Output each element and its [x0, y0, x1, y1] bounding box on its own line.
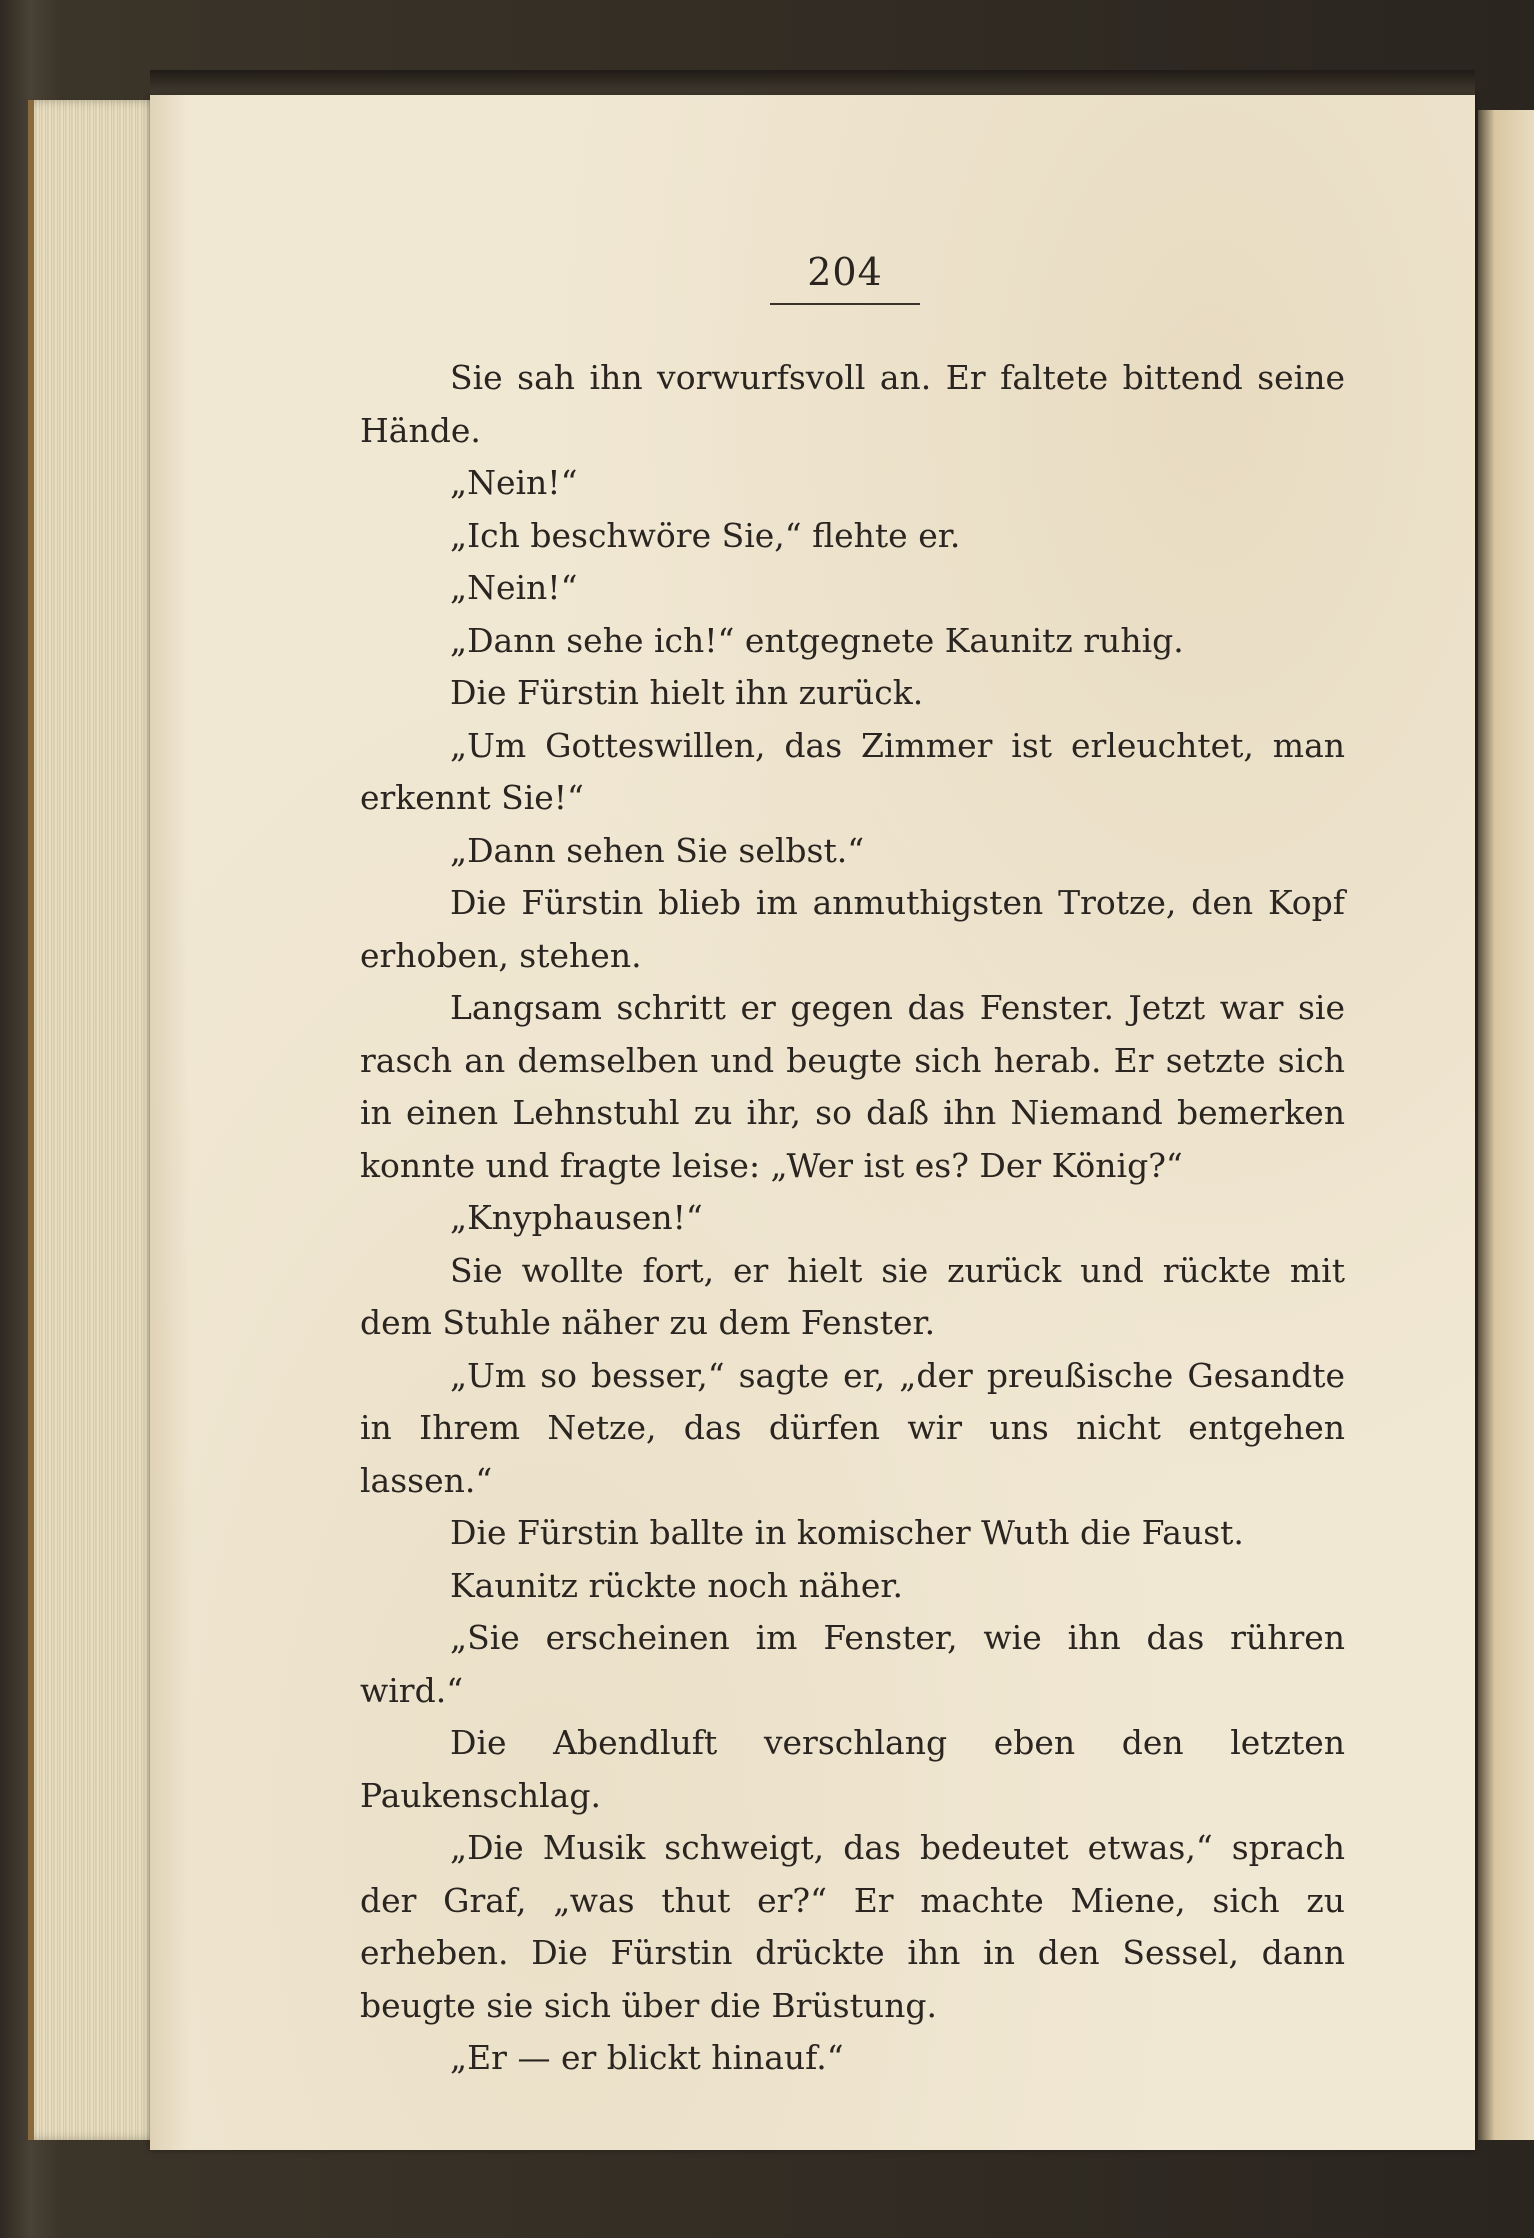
paragraph: „Sie erscheinen im Fenster, wie ihn das rühren wird.“	[360, 1618, 1345, 1710]
page-edges	[28, 100, 159, 2140]
paragraph: Kaunitz rückte noch näher.	[450, 1565, 904, 1605]
paragraph: Die Abendluft verschlang eben den letzten Paukenschlag.	[360, 1723, 1345, 1815]
paragraph: „Knyphausen!“	[450, 1198, 703, 1237]
paragraph: Sie wollte fort, er hielt sie zurück und rückte mit dem Stuhle näher zu dem Fenster.	[360, 1250, 1345, 1342]
paragraph: „Die Musik schweigt, das bedeutet etwas,“ sprach der Graf, „was thut er?“ Er machte Miene, sich zu erheben. Die Fürstin drückte ihn in den Sessel, dann beugte sie sich über die Brüstung.	[360, 1828, 1345, 2025]
paragraph: „Um Gotteswillen, das Zimmer ist erleuchtet, man erkennt Sie!“	[360, 725, 1345, 817]
paragraph: „Dann sehen Sie selbst.“	[450, 830, 865, 870]
paragraph: „Nein!“	[450, 463, 578, 502]
page-number: 204	[807, 250, 883, 294]
paragraph: „Nein!“	[450, 568, 578, 607]
paragraph: „Dann sehe ich!“ entgegnete Kaunitz ruhig.	[450, 620, 1184, 660]
paragraph: Die Fürstin blieb im anmuthigsten Trotze, den Kopf erhoben, stehen.	[360, 883, 1345, 975]
paragraph: „Ich beschwöre Sie,“ flehte er.	[450, 515, 961, 555]
paragraph: Die Fürstin ballte in komischer Wuth die Faust.	[450, 1513, 1244, 1552]
paragraph: Sie sah ihn vorwurfsvoll an. Er faltete bittend seine Hände.	[360, 358, 1345, 450]
page-number-rule	[770, 303, 920, 305]
paragraph: „Er — er blickt hinauf.“	[450, 2038, 844, 2077]
paragraph: Die Fürstin hielt ihn zurück.	[450, 673, 924, 712]
paragraph: „Um so besser,“ sagte er, „der preußische Gesandte in Ihrem Netze, das dürfen wir uns nicht entgehen lassen.“	[360, 1355, 1345, 1500]
facing-page-edge	[1478, 110, 1534, 2140]
paragraph: Langsam schritt er gegen das Fenster. Jetzt war sie rasch an demselben und beugte sich herab. Er setzte sich in einen Lehnstuhl zu ihr, so daß ihn Niemand bemerken konnte und fragte leise: „Wer ist es? Der König?“	[360, 988, 1345, 1185]
page-body	[360, 352, 1345, 2085]
